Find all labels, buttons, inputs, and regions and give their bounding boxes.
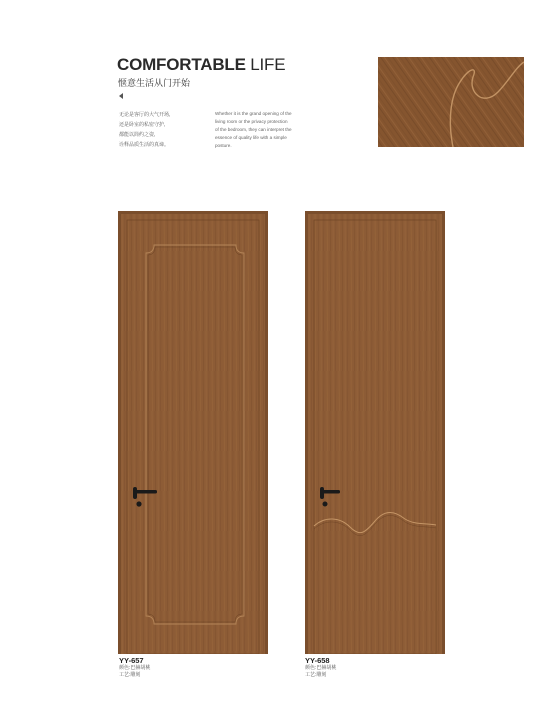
- intro-chinese: [119, 110, 209, 150]
- intro-cn-line: 都能以简约之姿,: [119, 132, 156, 138]
- caption-yy-657: [119, 656, 150, 679]
- model-number: YY-657: [119, 656, 144, 665]
- door-yy-657-image: [118, 211, 268, 654]
- intro-en-line: posture.: [215, 143, 232, 148]
- title-bold: COMFORTABLE: [117, 55, 246, 74]
- door-yy-658: [305, 211, 445, 659]
- craft-spec: 工艺:雕刻: [119, 672, 141, 678]
- door-yy-657: [118, 211, 268, 659]
- page-title: [117, 55, 285, 75]
- door-yy-658-image: [305, 211, 445, 654]
- intro-en-line: living room or the privacy protection: [215, 119, 288, 124]
- page-subtitle: 惬意生活从门开始: [118, 78, 191, 88]
- craft-spec: 工艺:雕刻: [305, 672, 327, 678]
- model-number: YY-658: [305, 656, 330, 665]
- left-arrow-icon: [119, 93, 123, 99]
- intro-cn-line: 无论是客厅的大气开场,: [119, 112, 171, 118]
- intro-en-line: of the bedroom, they can interpret the: [215, 127, 292, 132]
- intro-en-line: Whether it is the grand opening of the: [215, 111, 292, 116]
- intro-english: [215, 110, 325, 150]
- wood-detail-image: [378, 57, 524, 147]
- intro-cn-line: 还是卧室的私密守护,: [119, 122, 166, 128]
- color-spec: 颜色:巴赫胡桃: [305, 665, 337, 671]
- title-light: LIFE: [250, 55, 286, 74]
- intro-cn-line: 诠释品质生活的真谛。: [119, 142, 170, 148]
- color-spec: 颜色:巴赫胡桃: [119, 665, 151, 671]
- intro-en-line: essence of quality life with a simple: [215, 135, 287, 140]
- caption-yy-658: [305, 656, 336, 679]
